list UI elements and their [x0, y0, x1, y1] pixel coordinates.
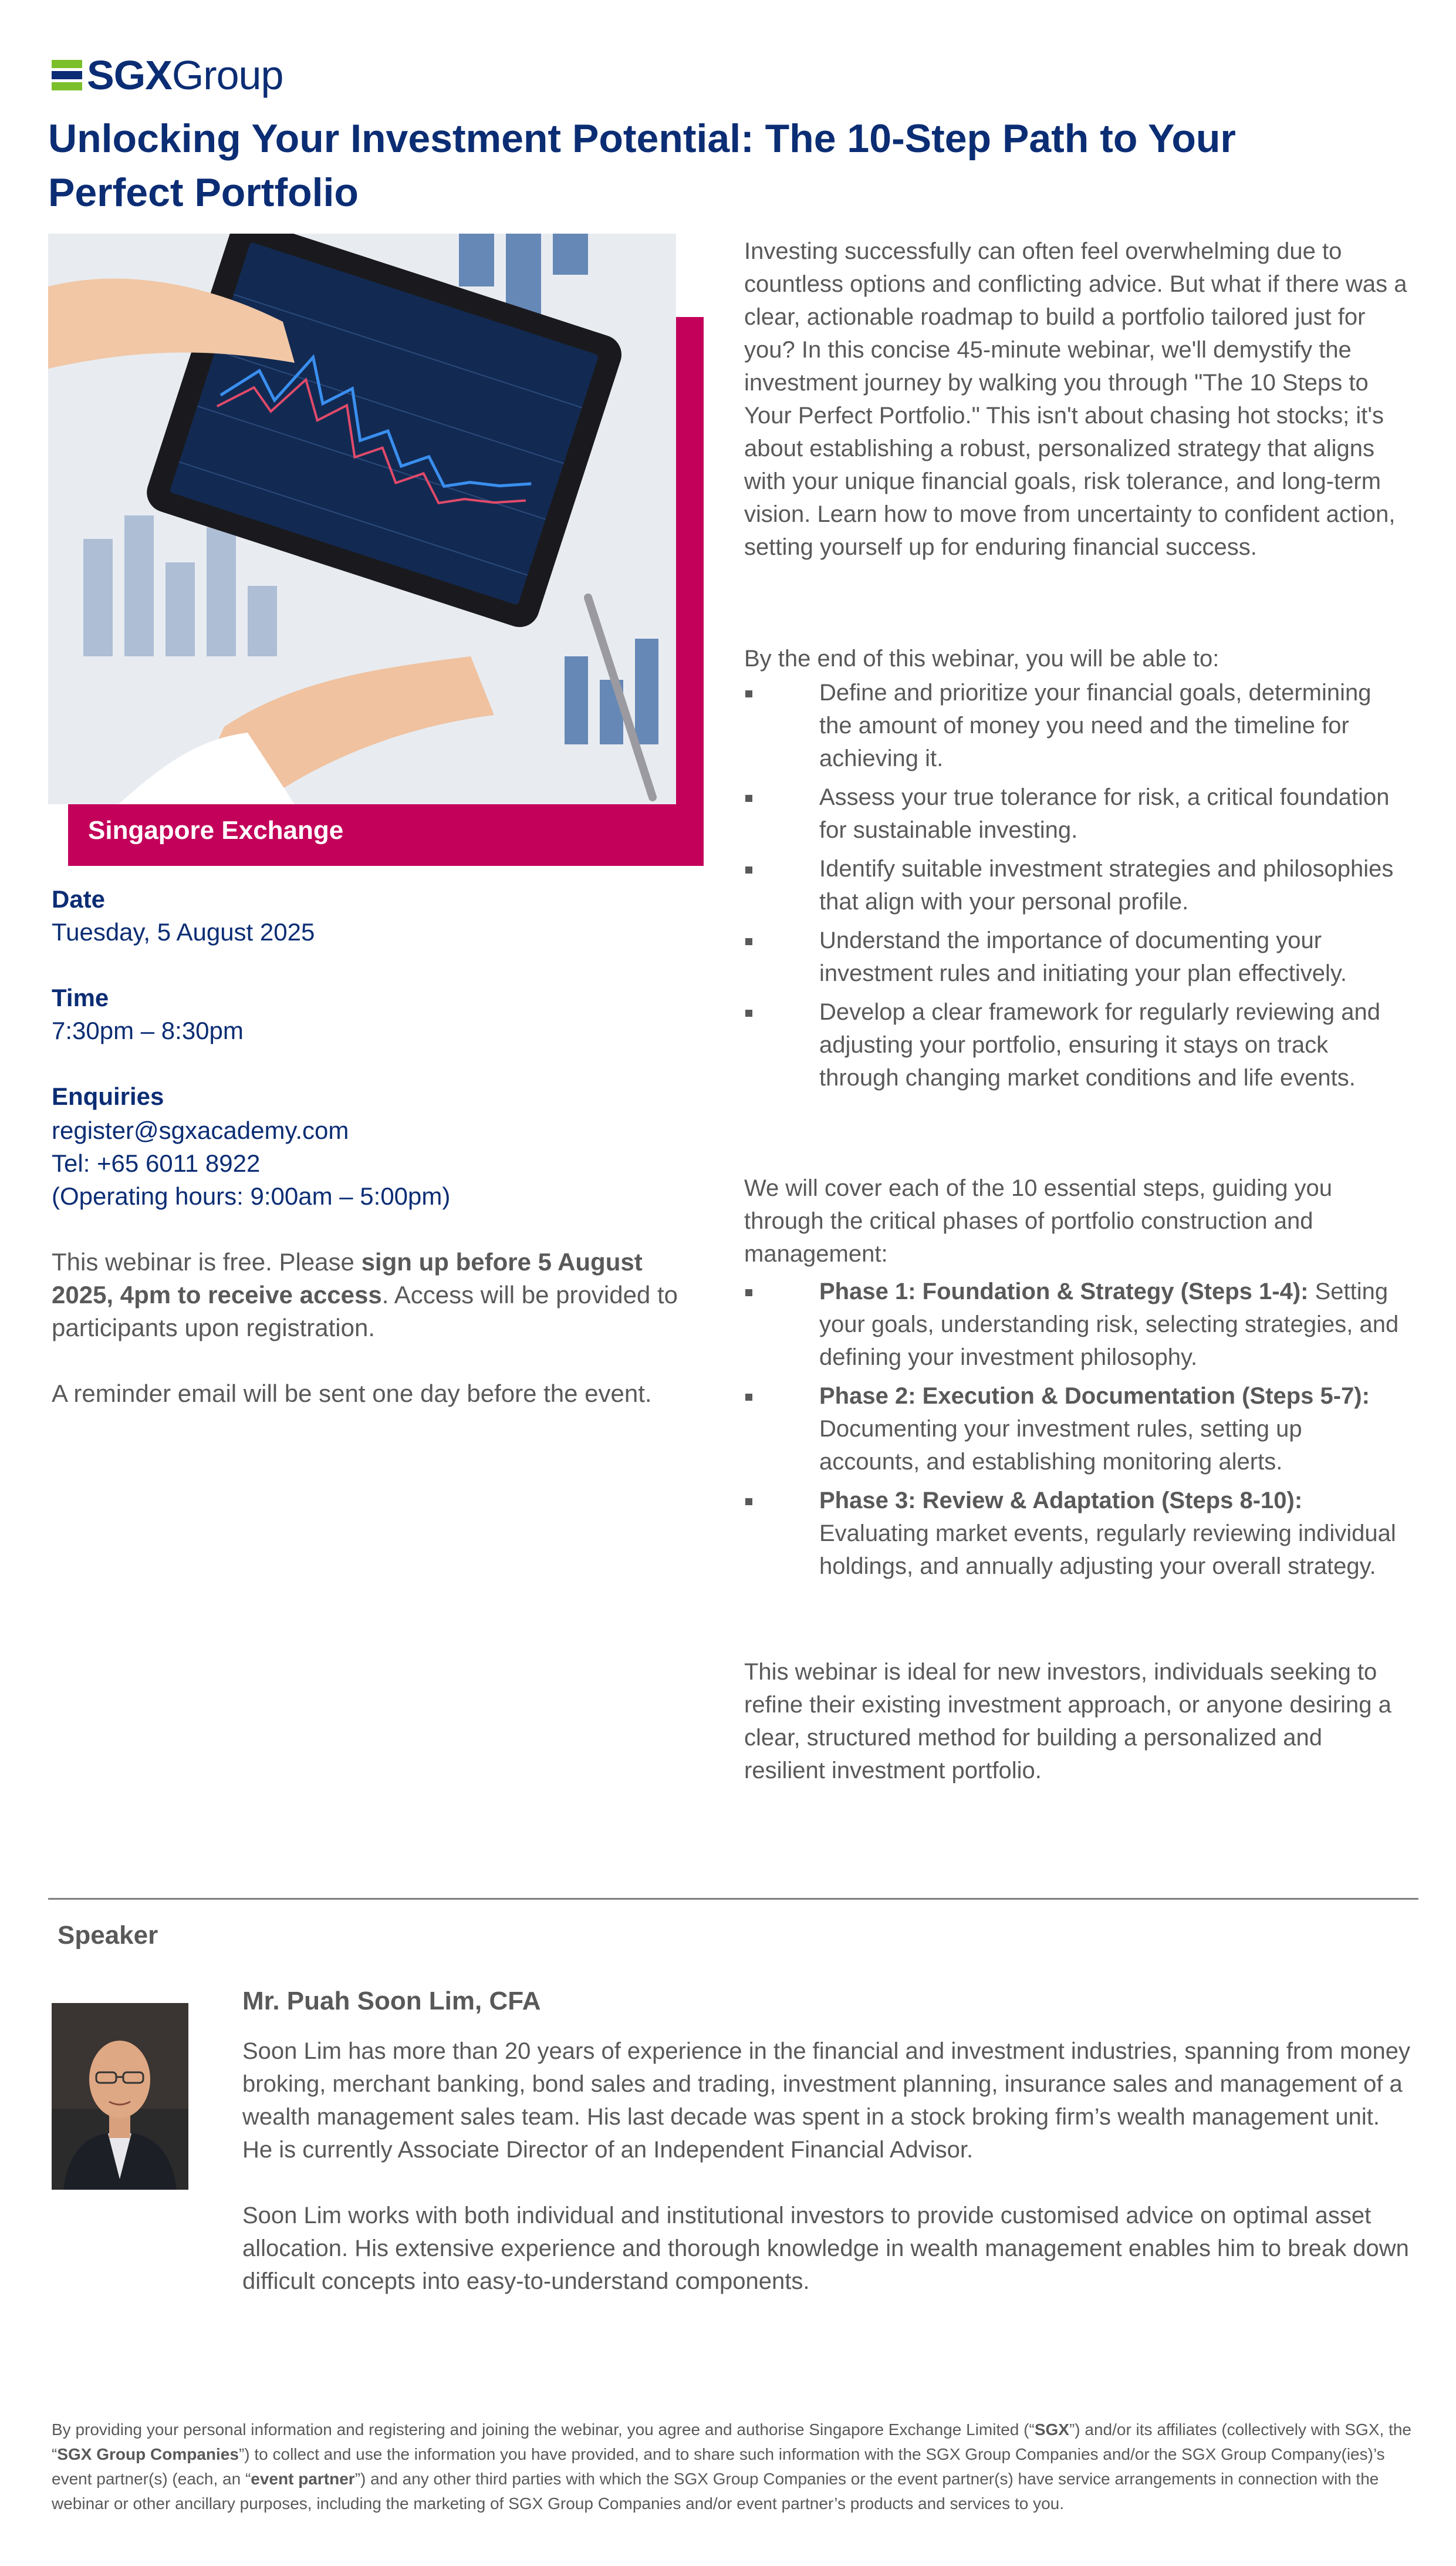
list-item: Understand the importance of documenting your investment rules and initiating your plan effectively.	[744, 924, 1407, 990]
page-title: Unlocking Your Investment Potential: The 10-Step Path to Your Perfect Portfolio	[48, 116, 1236, 215]
list-item: Develop a clear framework for regularly reviewing and adjusting your portfolio, ensuring it stays on track through changing market conditions and life events.	[744, 996, 1407, 1094]
audience-paragraph: This webinar is ideal for new investors, individuals seeking to refine their existing investment approach, or anyone desiring a clear, structured method for building a personalized and resilient investment portfolio.	[744, 1659, 1391, 1783]
square-bullet-icon	[745, 1394, 752, 1401]
outcomes-list	[744, 676, 1407, 1100]
square-bullet-icon	[745, 795, 752, 802]
square-bullet-icon	[745, 1010, 752, 1017]
speaker-heading: Speaker	[58, 1921, 158, 1950]
sgx-logo-mark-icon	[52, 60, 82, 90]
date-value: Tuesday, 5 August 2025	[52, 918, 315, 946]
square-bullet-icon	[745, 690, 752, 697]
registration-note: This webinar is free. Please sign up before 5 August 2025, 4pm to receive access. Access will be provided to participants upon registration.	[52, 1248, 678, 1341]
logo-wordmark: SGXGroup	[87, 52, 283, 98]
enquiries-label: Enquiries	[52, 1083, 164, 1110]
privacy-disclaimer: By providing your personal information and registering and joining the webinar, you agree and authorise Singapore Exchange Limited (“SGX”) and/or its affiliates (collectively with SGX, the “SGX Group Companies”) to collect and use the information you have provided, and to share such information with the SGX Group Companies and/or the SGX Group Company(ies)’s event partner(s) (each, an “event partner”) and any other third parties with which the SGX Group Companies or the event partner(s) have service arrangements in connection with the webinar or other ancillary purposes, including the marketing of SGX Group Companies and/or event partner’s products and services to you.	[52, 2420, 1411, 2513]
reminder-note: A reminder email will be sent one day before the event.	[52, 1380, 652, 1407]
intro-paragraph: Investing successfully can often feel overwhelming due to countless options and conflicting advice. But what if there was a clear, actionable roadmap to build a portfolio tailored just for you? In this concise 45-minute webinar, we'll demystify the investment journey by walking you through "The 10 Steps to Your Perfect Portfolio." This isn't about chasing hot stocks; it's about establishing a robust, personalized strategy that aligns with your unique financial goals, risk tolerance, and long-term vision. Learn how to move from uncertainty to confident action, setting yourself up for enduring financial success.	[744, 238, 1407, 560]
speaker-name: Mr. Puah Soon Lim, CFA	[242, 1987, 541, 2015]
square-bullet-icon	[745, 866, 752, 874]
date-label: Date	[52, 885, 106, 913]
time-value: 7:30pm – 8:30pm	[52, 1017, 244, 1044]
enquiries-hours: (Operating hours: 9:00am – 5:00pm)	[52, 1182, 451, 1210]
phases-intro: We will cover each of the 10 essential steps, guiding you through the critical phases of portfolio construction and management:	[744, 1175, 1333, 1267]
square-bullet-icon	[745, 1498, 752, 1505]
sgx-group-logo	[52, 52, 283, 99]
list-item: Define and prioritize your financial goals, determining the amount of money you need and the timeline for achieving it.	[744, 676, 1407, 775]
list-item: Assess your true tolerance for risk, a critical foundation for sustainable investing.	[744, 781, 1407, 847]
phases-list	[744, 1275, 1407, 1589]
square-bullet-icon	[745, 938, 752, 945]
speaker-photo	[52, 2003, 188, 2190]
enquiries-phone: Tel: +65 6011 8922	[52, 1149, 261, 1177]
list-item: Phase 1: Foundation & Strategy (Steps 1-4): Setting your goals, understanding risk, selecting strategies, and defining your investment philosophy.	[744, 1275, 1407, 1374]
section-divider	[48, 1898, 1418, 1900]
list-item: Phase 3: Review & Adaptation (Steps 8-10): Evaluating market events, regularly reviewing individual holdings, and annually adjusting your overall strategy.	[744, 1484, 1407, 1583]
speaker-bio-1: Soon Lim has more than 20 years of experience in the financial and investment industries, spanning from money broking, merchant banking, bond sales and trading, investment planning, insurance sales and management of a wealth management sales team. His last decade was spent in a stock broking firm’s wealth management unit. He is currently Associate Director of an Independent Financial Advisor.	[242, 2038, 1410, 2163]
hero-caption: Singapore Exchange	[88, 816, 344, 845]
hero-image-tablet-chart	[48, 234, 676, 804]
square-bullet-icon	[745, 1289, 752, 1296]
time-label: Time	[52, 984, 109, 1011]
outcomes-intro: By the end of this webinar, you will be able to:	[744, 646, 1219, 672]
list-item: Phase 2: Execution & Documentation (Steps 5-7): Documenting your investment rules, setting up accounts, and establishing monitoring alerts.	[744, 1380, 1407, 1478]
enquiries-email-link[interactable]: register@sgxacademy.com	[52, 1117, 349, 1144]
speaker-bio-2: Soon Lim works with both individual and institutional investors to provide customised advice on optimal asset allocation. His extensive experience and thorough knowledge in wealth management enables him to break down difficult concepts into easy-to-understand components.	[242, 2203, 1409, 2294]
list-item: Identify suitable investment strategies and philosophies that align with your personal profile.	[744, 852, 1407, 918]
